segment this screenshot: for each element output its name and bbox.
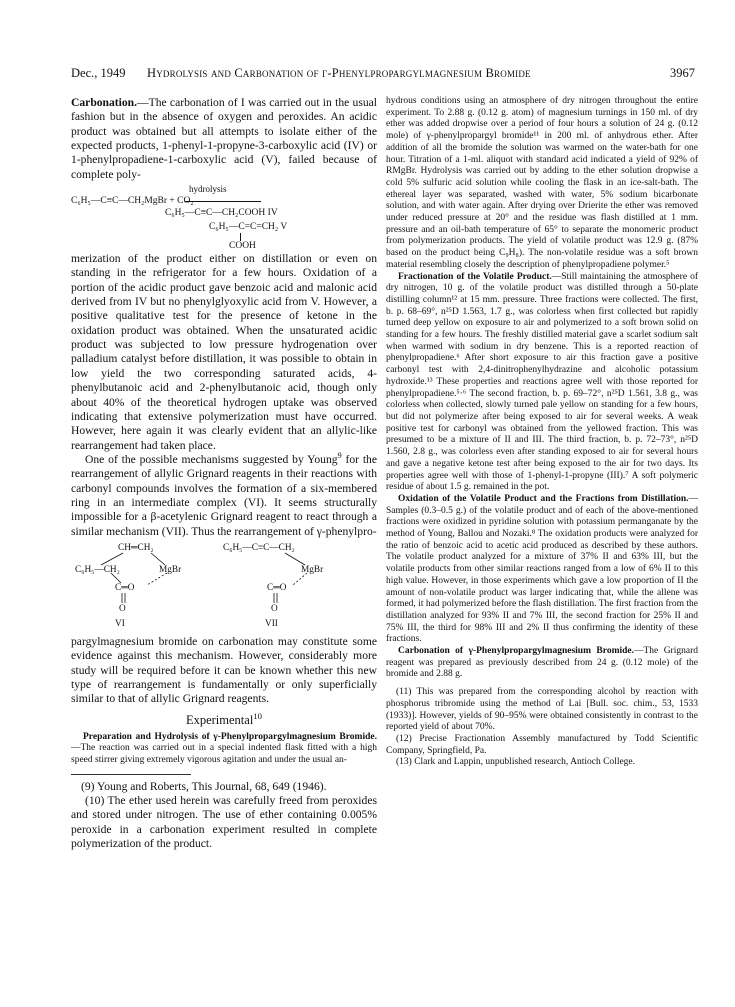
right-column (386, 96, 698, 769)
preparation-text: —The reaction was carried out in a special indented flask fitted with a high speed stirrer giving extremely vigorous agitation and under the usual an- (71, 743, 377, 766)
mechanism-text-b: for the rearrangement of allylic Grignard reagents in their reactions with carbonyl compounds involves the formation of a six-membered ring in an intermediate complex (VI). It seems structurally impossible for a β-acetylenic Grignard reagent to react through a similar mechanism (VII). Thus the rearrangement of γ-phenylpro- (71, 452, 377, 538)
mechanism-text-a: One of the possible mechanisms suggested by Young (85, 452, 338, 466)
footnote-9: (9) Young and Roberts, This Journal, 68, 649 (1946). (81, 779, 327, 793)
left-column (71, 96, 377, 851)
header-title: Hydrolysis and Carbonation of γ-Phenylpropargylmagnesium Bromide (147, 66, 531, 80)
eq-product-v: C₆H₅—C=C=CH₂ V (209, 222, 288, 233)
fractionation-heading: Fractionation of the Volatile Product. (398, 271, 552, 282)
preparation-heading: Preparation and Hydrolysis of γ-Phenylpropargylmagnesium Bromide. (83, 731, 377, 742)
vi-co: C═O (115, 582, 135, 593)
footnote-11: (11) This was prepared from the corresponding alcohol by reaction with phosphorus tribromide using the method of Lai [Bull. soc. chim., 53, 1533 (1933)]. However, yields of 90–95% were obtained consistently in contrast to the reported yield of about 70%. (386, 687, 698, 733)
footnote-12: (12) Precise Fractionation Assembly manufactured by Todd Scientific Company, Springfield, Pa. (386, 733, 698, 756)
eq-condition: hydrolysis (189, 184, 227, 195)
oxidation-paragraph (386, 494, 698, 646)
fractionation-text: —Still maintaining the atmosphere of dry nitrogen, 10 g. of the volatile product was distilled through a 50-plate distilling column¹² at 15 mm. pressure. Three fractions were collected. The first, b. p. 68–69°, n²⁵D 1.563, 1.7 g., was colorless when first collected but rapidly turned deep yellow on exposure to air and polymerized to a soft brown solid on standing for a few hours. The freshly distilled material gave a scarlet sodium salt when warmed with sodium in dry benzene. This is a reported reaction of phenylpropadiene.⁶ After short exposure to air this fraction gave a positive carbonyl test with 2,4-dinitrophenylhydrazine and alcoholic potassium hydroxide.¹³ These properties and reactions agree well with those reported for phenylpropadiene.⁵·⁶ The second fraction, b. p. 69–72°, n²⁵D 1.561, 3.8 g., was colorless when collected, slowly turned pale yellow on standing for a few hours, but did not polymerize after being exposed to air for several weeks. A weak positive test for carbonyl was obtained from the yellowed fraction. This was presumed to be a mixture of II and III. The third fraction, b. p. 72–73°, n²⁵D 1.560, 2.8 g., was colorless even after standing exposed to air for several hours and gave a negative ketone test after being exposed to the air for two days. Its properties agree well with those of 1-phenyl-1-propyne (III).⁷ A soft polymeric residue of about 1.5 g. remained in the pot. (386, 271, 698, 493)
vi-o: O (119, 603, 126, 614)
vi-left: C₆H₅—CH₂ (75, 564, 120, 575)
vi-mgbr: MgBr (159, 564, 182, 575)
vii-top: C₆H₅—C≡C—CH₂ (223, 542, 295, 553)
footnote-13: (13) Clark and Lappin, unpublished research, Antioch College. (396, 757, 636, 768)
preparation-paragraph (71, 732, 377, 767)
vi-label: VI (115, 618, 125, 629)
running-header (71, 66, 695, 82)
ref-10: 10 (253, 710, 263, 721)
vii-o: O (271, 603, 278, 614)
eq-arrow (185, 201, 261, 202)
carbonation-paragraph (71, 96, 377, 182)
carbonation-equation (71, 184, 377, 252)
fractionation-paragraph (386, 272, 698, 494)
ref-9: 9 (337, 451, 342, 461)
structures-vi-vii (71, 541, 377, 631)
footnote-10: (10) The ether used herein was carefully freed from peroxides and stored under nitrogen. The use of ether containing 0.005% peroxide in a carbonation experiment resulted in complete polymerization of the product. (71, 794, 377, 851)
eq-bond (240, 233, 241, 241)
hydrolysis-paragraph: hydrous conditions using an atmosphere of dry nitrogen throughout the entire experiment. To 2.88 g. (0.12 g. atom) of magnesium turnings in 150 ml. of dry ether was added dropwise over a period of four hours a solution of 24 g. (0.12 mole) of γ-phenylpropargyl bromide¹¹ in 200 ml. of anhydrous ether. After addition of all the bromide the solution was warmed on the water-bath for one hour. Titration of a 1-ml. aliquot with standard acid indicated a yield of 92% of RMgBr. Hydrolysis was carried out by adding to the ether solution dropwise a cold 5% sulfuric acid solution while cooling the flask in an ice-salt-bath. The ethereal layer was separated, washed with water, 5% sodium bicarbonate solution, and with water again. After drying over Drierite the ether was removed under reduced pressure at 20° and the residue was flash distilled at 1 mm. pressure and an oil-bath temperature of 65° to separate the monomeric product from polymerization products. The yield of volatile product was 12.9 g. (87% based on the product being C₉H₈). The non-volatile residue was a soft brown material resembling closely the description of phenylpropadiene polymer.⁵ (386, 96, 698, 270)
experimental-heading (71, 710, 377, 728)
carbonation-exp-heading: Carbonation of γ-Phenylpropargylmagnesium Bromide. (398, 646, 634, 657)
mechanism-paragraph (71, 453, 377, 539)
carbonation-heading: Carbonation. (71, 96, 138, 109)
experimental-title: Experimental (185, 712, 254, 727)
eq-product-v-cooh: COOH (229, 241, 256, 252)
carbonation-exp-paragraph (386, 646, 698, 681)
oxidation-text: —Samples (0.3–0.5 g.) of the volatile product and of each of the above-mentioned fractions were oxidized in pyridine solution with potassium permanganate by the method of Young, Ballou and Nozaki.⁸ The oxidation products were analyzed for the ratio of benzoic acid to acetic acid produced as described by these authors. The volatile product analyzed for a mixture of 37% II and 63% III, but the volatile products from other similar reactions ranged from a low of 6% II to this high value. However, in those experiments which gave a low proportion of II the amount of non-volatile product was larger indicating that, while the allene was formed, it had polymerized before the flash distillation. The first fraction from the distillation analyzed for 93% II and 7% III, the second fraction for 25% II and 75% III, the third for 98% III and 2% II thus confirming the identity of these fractions. (386, 493, 698, 645)
conclusion-paragraph: pargylmagnesium bromide on carbonation may constitute some evidence against this mechanism. However, considerably more study will be required before it can be known whether this new type of rearrangement is fundamentally or only superficially similar to that of allylic Grignard reagents. (71, 634, 377, 706)
vii-co: C═O (267, 582, 287, 593)
vii-label: VII (265, 618, 278, 629)
vi-top: CH═CH₂ (118, 542, 154, 553)
eq-product-iv: C₆H₅—C≡C—CH₂COOH IV (165, 208, 278, 219)
polymerization-paragraph: merization of the product either on distillation or even on standing in the refrigerator for a few hours. Oxidation of a portion of the acidic product gave benzoic acid and malonic acid derived from IV but no phenylglyoxylic acid from V. However, a positive qualitative test for the presence of ketone in the oxidation product was obtained. When the unsaturated acidic product was subjected to low pressure hydrogenation over palladium catalyst before distillation, it was possible to obtain in low yield the two corresponding saturated acids, 4-phenylbutanoic acid and 2-phenylbutanoic acid, though only about 40% of the theoretical hydrogen uptake was observed indicating that extensive polymerization must have occurred. However, here again it was clearly evident that an allylic-like rearrangement had taken place. (71, 252, 377, 452)
footnote-rule (71, 774, 191, 775)
page-number: 3967 (670, 66, 695, 80)
vii-mgbr: MgBr (301, 564, 324, 575)
oxidation-heading: Oxidation of the Volatile Product and the Fractions from Distillation. (398, 493, 689, 504)
header-date: Dec., 1949 (71, 66, 126, 80)
eq-reactant: C₆H₅—C≡C—CH₂MgBr + CO₂ (71, 196, 194, 207)
carbonation-exp-text: —The Grignard reagent was prepared as previously described from 24 g. (0.12 mole) of the bromide and 2.88 g. (386, 646, 698, 680)
carbonation-text: —The carbonation of I was carried out in the usual fashion but in the absence of oxygen and peroxides. An acidic product was obtained but all attempts to isolate either of the expected products, 1-phenyl-1-propyne-3-carboxylic acid (IV) or 1-phenylpropadiene-1-carboxylic acid (V), failed because of complete poly- (71, 96, 377, 181)
